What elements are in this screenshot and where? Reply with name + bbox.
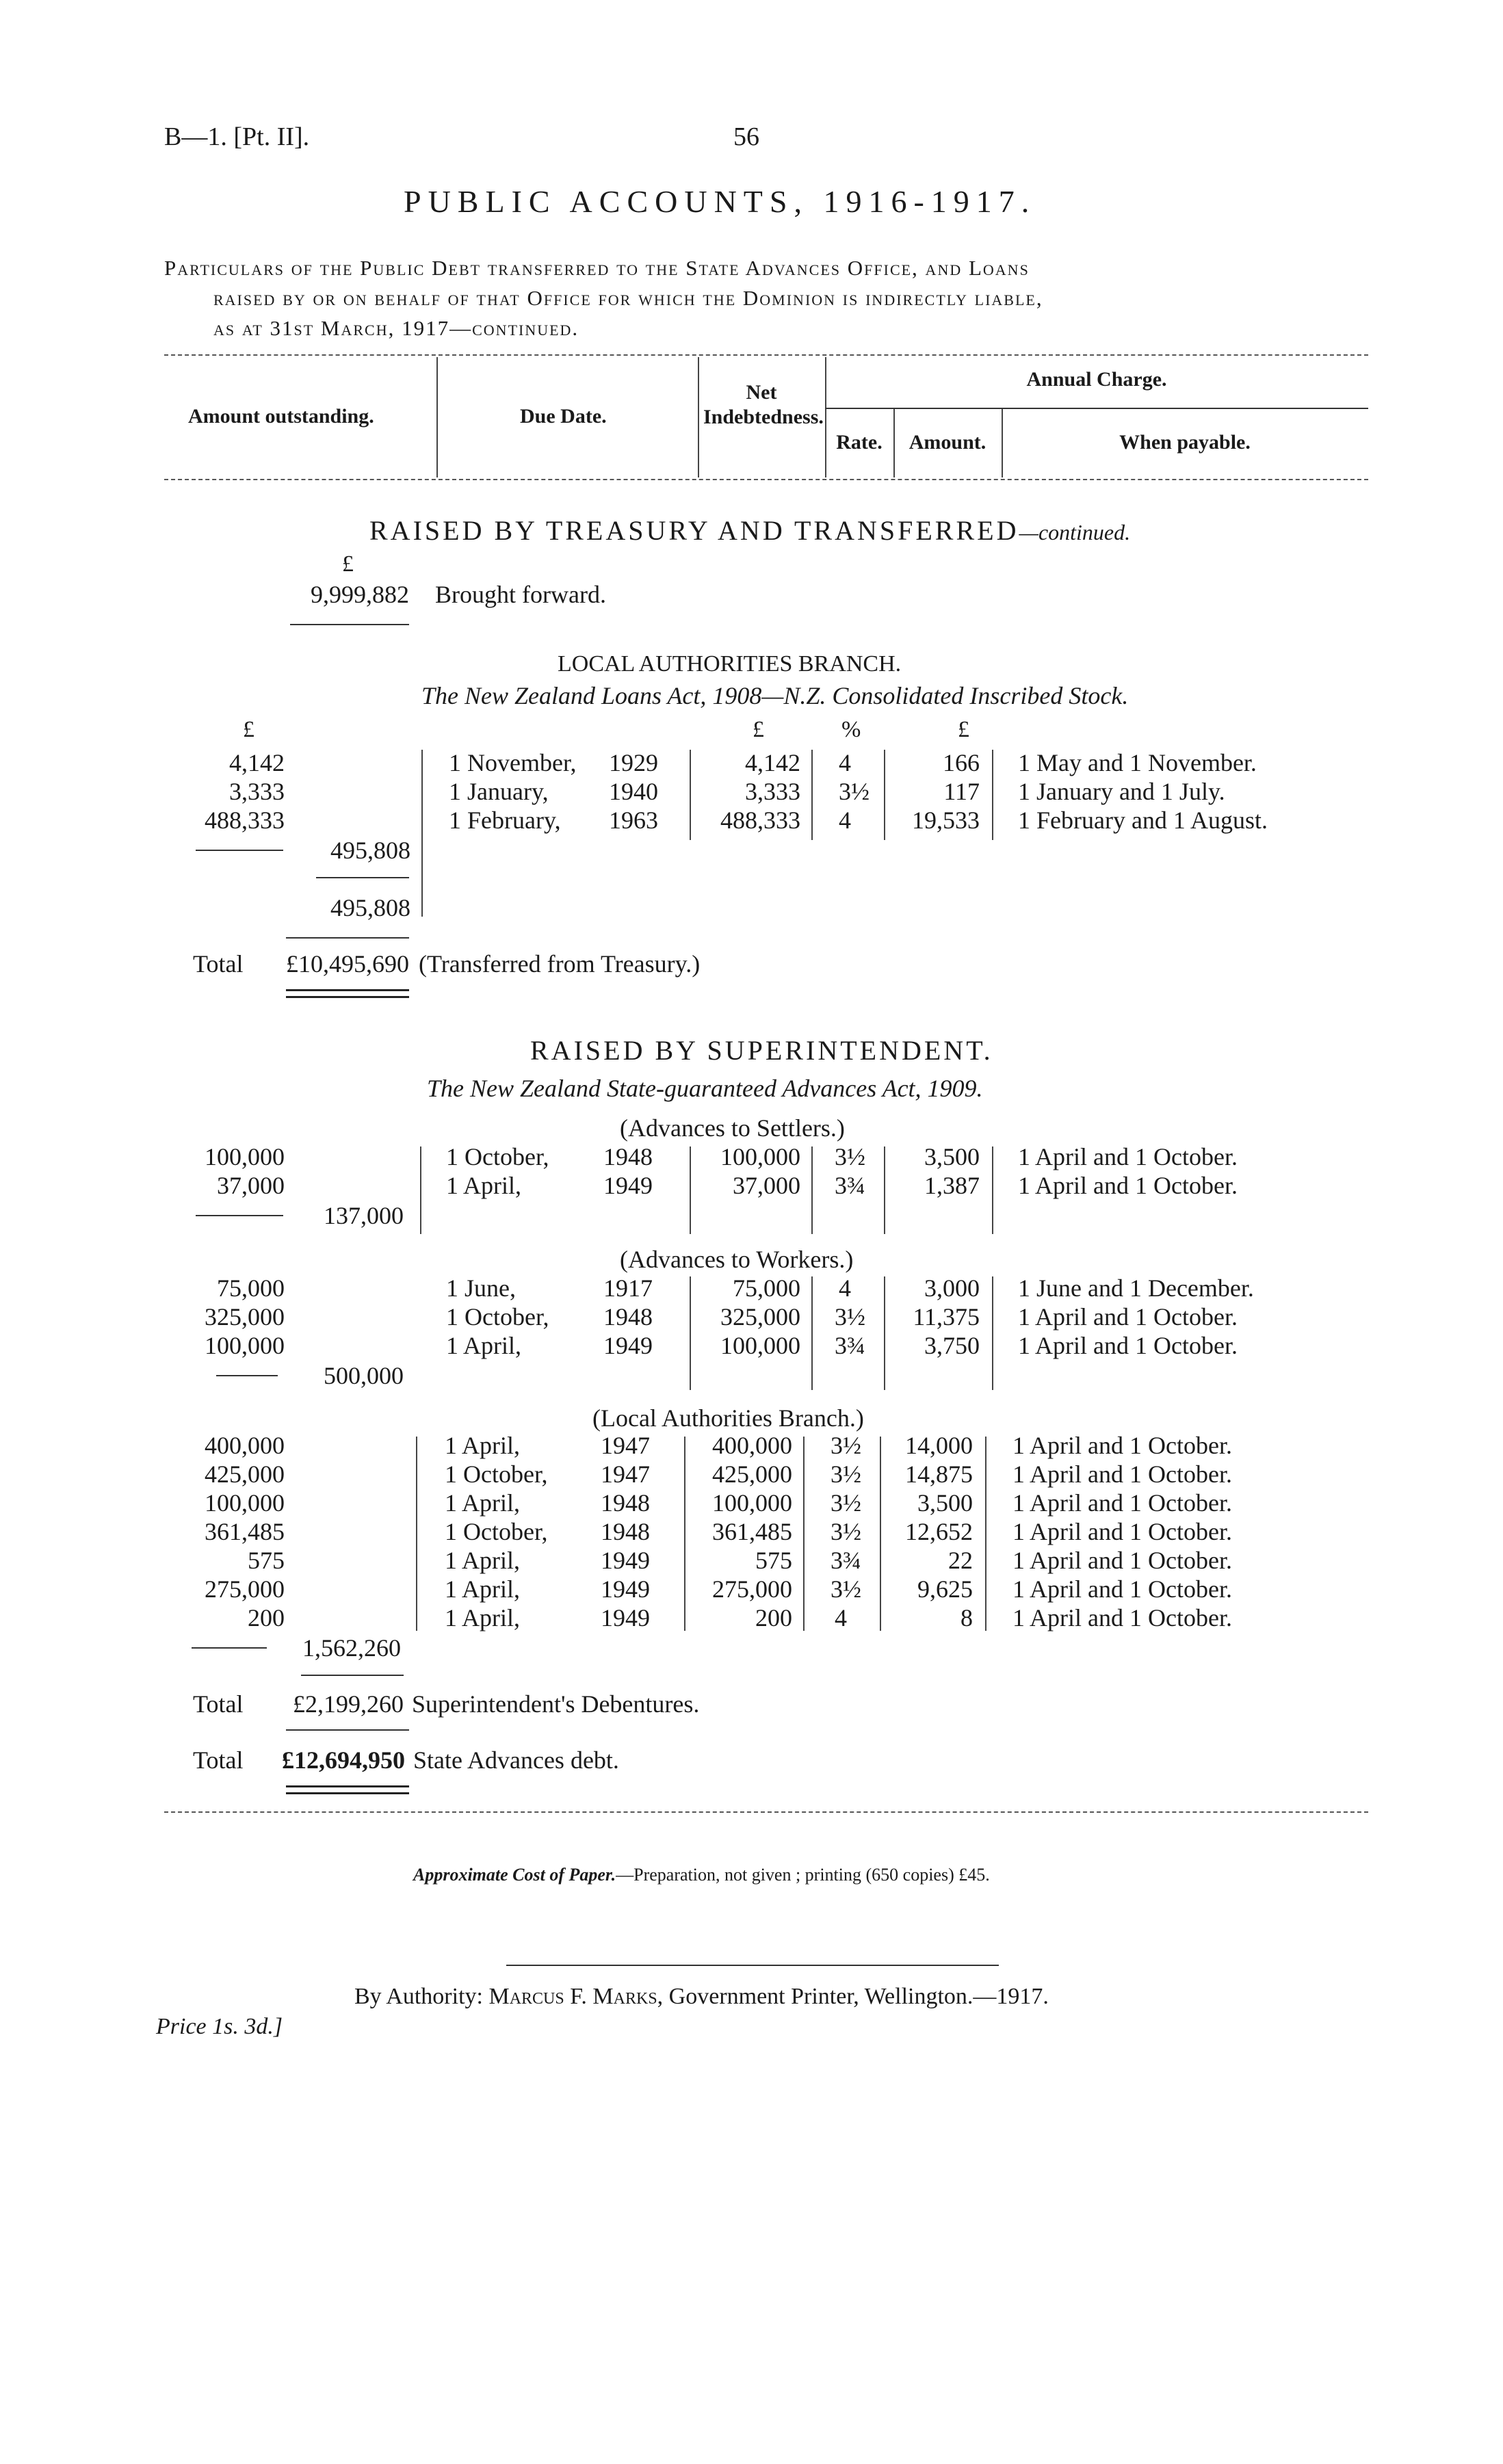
superintendent-total-note: Superintendent's Debentures.	[412, 1690, 700, 1718]
footer-rule	[506, 1965, 999, 1966]
table-row-when-payable: 1 April and 1 October.	[1018, 1332, 1238, 1359]
page-number: 56	[733, 122, 759, 151]
table-row-rate: 4	[839, 749, 851, 776]
document-reference: B—1. [Pt. II].	[164, 122, 310, 151]
table-row-rate: 4	[839, 807, 851, 834]
table-row-due-date: 1 April,	[445, 1547, 521, 1574]
treasury-total-label: Total	[193, 950, 244, 978]
table-row-due-date: 1 April,	[445, 1432, 521, 1459]
superintendent-total-amount: £2,199,260	[293, 1690, 404, 1718]
table-row-rate: 3½	[835, 1303, 865, 1331]
table-row-outstanding: 275,000	[205, 1575, 285, 1603]
table-row-amount: 14,875	[905, 1460, 973, 1488]
column-rule	[880, 1437, 881, 1631]
table-row-rate: 3¾	[835, 1172, 865, 1199]
local-branch-title: LOCAL AUTHORITIES BRANCH.	[558, 651, 902, 677]
workers-label: (Advances to Workers.)	[620, 1246, 854, 1273]
table-row-rate: 3½	[831, 1460, 861, 1488]
column-due-date: Due Date.	[520, 405, 607, 428]
table-row-net: 4,142	[745, 749, 800, 776]
grand-total-amount: £12,694,950	[282, 1746, 405, 1774]
local-authorities-subtotal: 1,562,260	[302, 1634, 401, 1662]
column-rate: Rate.	[836, 431, 883, 454]
table-row-when-payable: 1 April and 1 October.	[1012, 1575, 1232, 1603]
table-row-when-payable: 1 April and 1 October.	[1012, 1432, 1232, 1459]
table-row-due-date: 1 April,	[445, 1575, 521, 1603]
column-rule	[992, 1276, 993, 1390]
total-rule	[286, 937, 409, 939]
treasury-total-amount: £10,495,690	[286, 950, 409, 978]
table-row-due-date: 1 February,	[449, 807, 561, 834]
brought-forward-label: Brought forward.	[435, 581, 606, 608]
table-end-rule	[164, 1811, 1368, 1813]
settlers-label: (Advances to Settlers.)	[620, 1114, 845, 1142]
column-annual-charge: Annual Charge.	[1026, 368, 1167, 391]
advances-act-title: The New Zealand State-guaranteed Advances Act, 1909.	[427, 1075, 983, 1102]
table-row-due-year: 1949	[603, 1172, 653, 1199]
table-row-when-payable: 1 April and 1 October.	[1012, 1547, 1232, 1574]
subtitle-line-2: raised by or on behalf of that Office for which the Dominion is indirectly liable,	[213, 286, 1043, 310]
table-row-due-year: 1949	[601, 1575, 650, 1603]
authority-name: Marcus F. Marks,	[488, 1984, 664, 2009]
brought-forward-rule	[290, 624, 409, 625]
table-row-due-date: 1 April,	[446, 1172, 522, 1199]
table-row-when-payable: 1 May and 1 November.	[1018, 749, 1257, 776]
table-row-due-year: 1929	[609, 749, 658, 776]
table-row-net: 100,000	[720, 1332, 800, 1359]
table-row-due-year: 1917	[603, 1274, 653, 1302]
table-row-outstanding: 425,000	[205, 1460, 285, 1488]
total-rule	[301, 1675, 404, 1676]
workers-subtotal: 500,000	[324, 1362, 404, 1389]
table-row-net: 325,000	[720, 1303, 800, 1331]
table-row-outstanding: 361,485	[205, 1518, 285, 1545]
table-row-net: 75,000	[733, 1274, 800, 1302]
table-row-outstanding: 75,000	[217, 1274, 285, 1302]
table-row-due-year: 1949	[601, 1604, 650, 1631]
local-authorities-label: (Local Authorities Branch.)	[592, 1404, 864, 1432]
table-row-net: 361,485	[712, 1518, 792, 1545]
unit-pound: £	[753, 717, 764, 742]
table-row-due-date: 1 October,	[446, 1303, 549, 1331]
table-row-amount: 3,500	[924, 1143, 980, 1170]
column-rule	[992, 750, 993, 840]
column-rule	[992, 1146, 993, 1234]
table-row-due-date: 1 October,	[446, 1143, 549, 1170]
table-row-outstanding: 100,000	[205, 1143, 285, 1170]
header-bottom-rule	[164, 479, 1368, 480]
table-row-amount: 14,000	[905, 1432, 973, 1459]
column-when-payable: When payable.	[1119, 431, 1251, 454]
column-rule	[811, 1146, 813, 1234]
table-row-net: 488,333	[720, 807, 800, 834]
table-row-rate: 3¾	[835, 1332, 865, 1359]
double-rule	[286, 989, 409, 991]
table-row-amount: 22	[948, 1547, 973, 1574]
table-row-net: 100,000	[712, 1489, 792, 1517]
treasury-subtotal: 495,808	[330, 837, 410, 864]
brought-forward-amount: 9,999,882	[311, 581, 409, 608]
table-row-due-date: 1 October,	[445, 1518, 548, 1545]
superintendent-heading: RAISED BY SUPERINTENDENT.	[530, 1035, 993, 1066]
settlers-subtotal: 137,000	[324, 1202, 404, 1229]
table-row-due-year: 1948	[601, 1518, 650, 1545]
header-divider	[698, 357, 699, 477]
table-row-net: 400,000	[712, 1432, 792, 1459]
table-row-amount: 166	[943, 749, 980, 776]
table-row-due-date: 1 January,	[449, 778, 549, 805]
table-row-due-date: 1 October,	[445, 1460, 548, 1488]
table-row-amount: 3,500	[917, 1489, 973, 1517]
table-row-due-year: 1948	[603, 1143, 653, 1170]
table-row-when-payable: 1 April and 1 October.	[1018, 1172, 1238, 1199]
grand-total-note: State Advances debt.	[413, 1746, 619, 1774]
column-rule	[884, 1276, 885, 1390]
treasury-heading	[369, 514, 1130, 547]
table-row-when-payable: 1 January and 1 July.	[1018, 778, 1225, 805]
table-row-due-year: 1940	[609, 778, 658, 805]
table-row-rate: 3½	[831, 1575, 861, 1603]
table-row-when-payable: 1 April and 1 October.	[1018, 1143, 1238, 1170]
column-rule	[811, 1276, 813, 1390]
column-rule	[803, 1437, 805, 1631]
authority-line	[354, 1984, 1049, 2010]
table-row-when-payable: 1 April and 1 October.	[1012, 1604, 1232, 1631]
table-row-when-payable: 1 April and 1 October.	[1018, 1303, 1238, 1331]
table-row-amount: 11,375	[913, 1303, 980, 1331]
loans-act-title: The New Zealand Loans Act, 1908—N.Z. Consolidated Inscribed Stock.	[421, 682, 1129, 709]
column-rule	[416, 1437, 417, 1631]
authority-suffix: Government Printer, Wellington.—1917.	[668, 1984, 1049, 2009]
table-row-due-year: 1948	[601, 1489, 650, 1517]
table-row-amount: 19,533	[912, 807, 980, 834]
double-rule	[286, 996, 409, 998]
table-row-due-year: 1949	[601, 1547, 650, 1574]
table-row-due-date: 1 November,	[449, 749, 577, 776]
treasury-subtotal-repeat: 495,808	[330, 894, 410, 921]
table-row-amount: 8	[960, 1604, 973, 1631]
table-row-outstanding: 325,000	[205, 1303, 285, 1331]
column-rule	[884, 1146, 885, 1234]
authority-prefix: By Authority:	[354, 1984, 483, 2009]
table-row-net: 37,000	[733, 1172, 800, 1199]
table-row-due-year: 1949	[603, 1332, 653, 1359]
treasury-total-note: (Transferred from Treasury.)	[419, 950, 701, 978]
header-top-rule	[164, 354, 1368, 356]
table-row-outstanding: 37,000	[217, 1172, 285, 1199]
table-row-outstanding: 400,000	[205, 1432, 285, 1459]
pound-sign: £	[342, 551, 354, 577]
table-row-outstanding: 100,000	[205, 1332, 285, 1359]
table-row-amount: 1,387	[924, 1172, 980, 1199]
column-rule	[420, 1146, 421, 1234]
table-row-outstanding: 575	[248, 1547, 285, 1574]
table-row-due-date: 1 April,	[445, 1604, 521, 1631]
table-row-amount: 3,000	[924, 1274, 980, 1302]
unit-pound: £	[958, 717, 969, 742]
column-rule	[811, 750, 813, 840]
table-row-rate: 3½	[831, 1489, 861, 1517]
table-row-when-payable: 1 June and 1 December.	[1018, 1274, 1254, 1302]
subtotal-dash	[196, 1215, 283, 1216]
subtitle-line-1: Particulars of the Public Debt transferred to the State Advances Office, and Loans	[164, 256, 1030, 280]
price-note: Price 1s. 3d.]	[156, 2014, 283, 2039]
subtotal-dash	[192, 1647, 267, 1649]
double-rule	[286, 1792, 409, 1794]
grand-total-label: Total	[193, 1746, 244, 1774]
table-row-rate: 3½	[831, 1518, 861, 1545]
superintendent-total-label: Total	[193, 1690, 244, 1718]
header-divider	[436, 357, 438, 477]
table-row-net: 275,000	[712, 1575, 792, 1603]
subtotal-rule	[316, 877, 409, 878]
table-row-due-year: 1947	[601, 1460, 650, 1488]
page-title: PUBLIC ACCOUNTS, 1916-1917.	[404, 184, 1036, 219]
unit-percent: %	[841, 717, 861, 742]
cost-text: —Preparation, not given ; printing (650 copies) £45.	[616, 1865, 990, 1885]
table-row-due-date: 1 April,	[445, 1489, 521, 1517]
table-row-net: 100,000	[720, 1143, 800, 1170]
table-row-outstanding: 200	[248, 1604, 285, 1631]
total-rule	[286, 1729, 409, 1731]
table-row-rate: 4	[839, 1274, 851, 1302]
table-row-rate: 3½	[839, 778, 870, 805]
table-row-rate: 3½	[835, 1143, 865, 1170]
table-row-rate: 4	[835, 1604, 847, 1631]
table-row-due-year: 1963	[609, 807, 658, 834]
treasury-heading-text: RAISED BY TREASURY AND TRANSFERRED	[369, 515, 1019, 546]
column-rule	[985, 1437, 986, 1631]
double-rule	[286, 1785, 409, 1787]
table-row-when-payable: 1 February and 1 August.	[1018, 807, 1268, 834]
table-row-due-year: 1947	[601, 1432, 650, 1459]
table-row-amount: 117	[943, 778, 980, 805]
table-row-amount: 9,625	[917, 1575, 973, 1603]
column-amount-outstanding: Amount outstanding.	[188, 405, 374, 428]
table-row-when-payable: 1 April and 1 October.	[1012, 1460, 1232, 1488]
subtotal-dash	[216, 1375, 278, 1376]
header-divider	[825, 408, 1368, 409]
table-row-amount: 3,750	[924, 1332, 980, 1359]
cost-note	[413, 1865, 990, 1885]
treasury-heading-suffix: —continued.	[1019, 520, 1131, 545]
table-row-rate: 3¾	[831, 1547, 861, 1574]
subtotal-dash	[196, 850, 283, 851]
table-row-outstanding: 488,333	[205, 807, 285, 834]
table-row-net: 425,000	[712, 1460, 792, 1488]
table-row-due-date: 1 June,	[446, 1274, 516, 1302]
table-row-net: 200	[755, 1604, 792, 1631]
table-row-net: 575	[755, 1547, 792, 1574]
column-net-indebtedness: Net Indebtedness.	[703, 381, 824, 428]
table-row-when-payable: 1 April and 1 October.	[1012, 1518, 1232, 1545]
cost-label: Approximate Cost of Paper.	[413, 1865, 616, 1885]
table-row-rate: 3½	[831, 1432, 861, 1459]
table-row-net: 3,333	[745, 778, 800, 805]
table-row-due-date: 1 April,	[446, 1332, 522, 1359]
subtitle-line-3: as at 31st March, 1917—continued.	[213, 316, 579, 340]
unit-pound: £	[243, 717, 254, 742]
column-rule	[884, 750, 885, 840]
table-row-when-payable: 1 April and 1 October.	[1012, 1489, 1232, 1517]
table-row-outstanding: 3,333	[229, 778, 285, 805]
table-row-outstanding: 4,142	[229, 749, 285, 776]
column-rule	[421, 750, 423, 917]
table-row-outstanding: 100,000	[205, 1489, 285, 1517]
table-row-amount: 12,652	[905, 1518, 973, 1545]
table-row-due-year: 1948	[603, 1303, 653, 1331]
column-amount: Amount.	[909, 431, 986, 454]
